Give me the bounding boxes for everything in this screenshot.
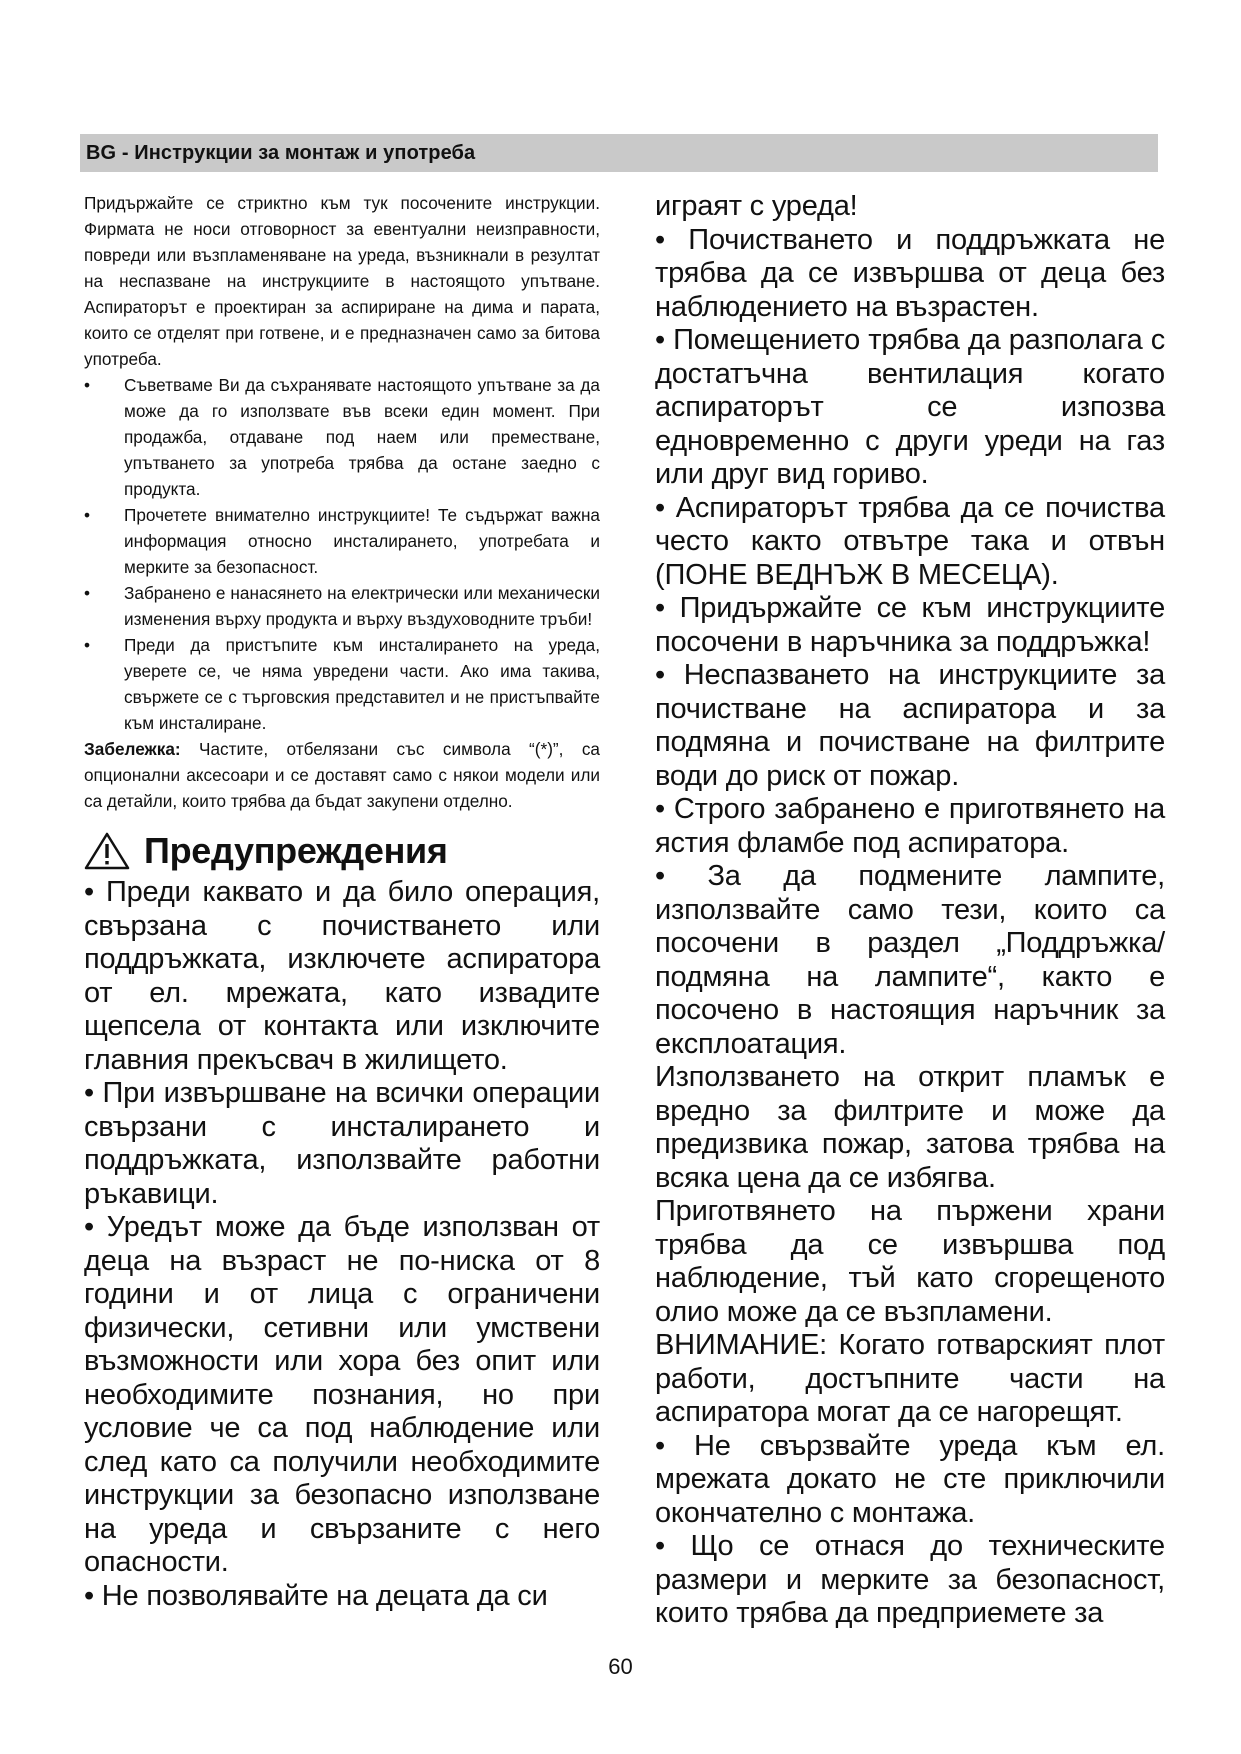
left-column xyxy=(84,190,600,1613)
page-number: 60 xyxy=(608,1654,633,1679)
warning-paragraph: • Почистването и поддръжката не трябва да се извършва от деца без наблюдението на възрастен. xyxy=(655,223,1165,323)
bullet-icon: • xyxy=(84,505,91,525)
bullet-icon: • xyxy=(84,583,91,603)
list-item: • Съветваме Ви да съхранявате настоящото упътване за да може да го използвате във всеки един момент. При продажба, отдаване под наем или преместване, упътването за употреба трябва да остане заедно с продукта. xyxy=(84,372,600,502)
list-item: • Преди да пристъпите към инсталирането на уреда, уверете се, че няма увредени части. Ако има такива, свържете се с търговския представител и не пристъпвайте към инсталиране. xyxy=(84,632,600,736)
bullet-icon: • xyxy=(84,635,91,655)
warning-paragraph: • За да подмените лампите, използвайте само тези, които са посочени в раздел „Поддръжка/подмяна на лампите“, както е посочено в настоящия наръчник за експлоатация. xyxy=(655,860,1165,1060)
header-bar xyxy=(80,134,1158,172)
bullet-icon: • xyxy=(84,375,91,395)
instructions-list xyxy=(84,372,600,736)
warnings-title: Предупреждения xyxy=(144,830,448,871)
warning-paragraph: • Аспираторът трябва да се почиства често както отвътре така и отвън (ПОНЕ ВЕДНЪЖ В МЕСЕЦА). xyxy=(655,491,1165,591)
list-item: • Забранено е нанасянето на електрически или механически изменения върху продукта и върху въздуховодните тръби! xyxy=(84,580,600,632)
note-paragraph xyxy=(84,736,600,814)
note-text: Частите, отбелязани със символа “(*)”, са опционални аксесоари и се доставят само с някои модели или са детайли, които трябва да бъдат закупени отделно. xyxy=(84,739,600,811)
warning-paragraph: • При извършване на всички операции свързани с инсталирането и поддръжката, използвайте работни ръкавици. xyxy=(84,1077,600,1210)
warnings-heading xyxy=(84,826,600,876)
warning-paragraph: Използването на открит пламък е вредно за филтрите и може да предизвика пожар, затова трябва на всяка цена да се избягва. xyxy=(655,1061,1165,1194)
warning-paragraph: ВНИМАНИЕ: Когато готварският плот работи, достъпните части на аспиратора могат да се нагорещят. xyxy=(655,1329,1165,1428)
warnings-text-left xyxy=(84,876,600,1613)
warning-paragraph: • Неспазването на инструкциите за почистване на аспиратора и за подмяна и почистване на филтрите води до риск от пожар. xyxy=(655,659,1165,792)
note-label: Забележка: xyxy=(84,739,181,759)
warning-paragraph: • Преди каквато и да било операция, свързана с почистването или поддръжката, изключете аспиратора от ел. мрежата, като извадите щепсела от контакта или изключите главния прекъсвач в жилището. xyxy=(84,876,600,1076)
warning-paragraph: • Що се отнася до техническите размери и мерките за безопасност, които трябва да предприемете за xyxy=(655,1530,1165,1629)
header-title: BG - Инструкции за монтаж и употреба xyxy=(86,142,476,164)
warning-paragraph: • Придържайте се към инструкциите посочени в наръчника за поддръжка! xyxy=(655,592,1165,658)
warning-paragraph: • Не свързвайте уреда към ел. мрежата докато не сте приключили окончателно с монтажа. xyxy=(655,1429,1165,1529)
right-column xyxy=(655,190,1165,1631)
warning-paragraph: • Строго забранено е приготвянето на ястия фламбе под аспиратора. xyxy=(655,793,1165,859)
warning-triangle-icon xyxy=(84,831,130,871)
warning-paragraph: играят с уреда! xyxy=(655,190,858,222)
warning-paragraph: Приготвянето на пържени храни трябва да се извършва под наблюдение, тъй като сгорещеното олио може да се възпламени. xyxy=(655,1195,1165,1328)
warning-paragraph: • Уредът може да бъде използван от деца на възраст не по-ниска от 8 години и от лица с ограничени физически, сетивни или умствени възможности или хора без опит или необходимите познания, но при условие че са под наблюдение или след като са получили необходимите инструкции за безопасно използване на уреда и свързаните с него опасности. xyxy=(84,1211,600,1578)
warnings-text-right xyxy=(655,190,1165,1631)
list-item: • Прочетете внимателно инструкциите! Те съдържат важна информация относно инсталирането, употребата и мерките за безопасност. xyxy=(84,502,600,580)
warning-paragraph: • Помещението трябва да разполага с достатъчна вентилация когато аспираторът се изпозва едновременно с други уреди на газ или друг вид гориво. xyxy=(655,324,1165,490)
warning-paragraph: • Не позволявайте на децата да си xyxy=(84,1579,548,1612)
intro-paragraph: Придържайте се стриктно към тук посочените инструкции. Фирмата не носи отговорност за евентуални неизправности, повреди или възпламеняване на уреда, възникнали в резултат на неспазване на инструкциите в настоящото упътване. Аспираторът е проектиран за аспириране на дима и парата, които се отделят при готвене, и е предназначен само за битова употреба. xyxy=(84,193,600,369)
